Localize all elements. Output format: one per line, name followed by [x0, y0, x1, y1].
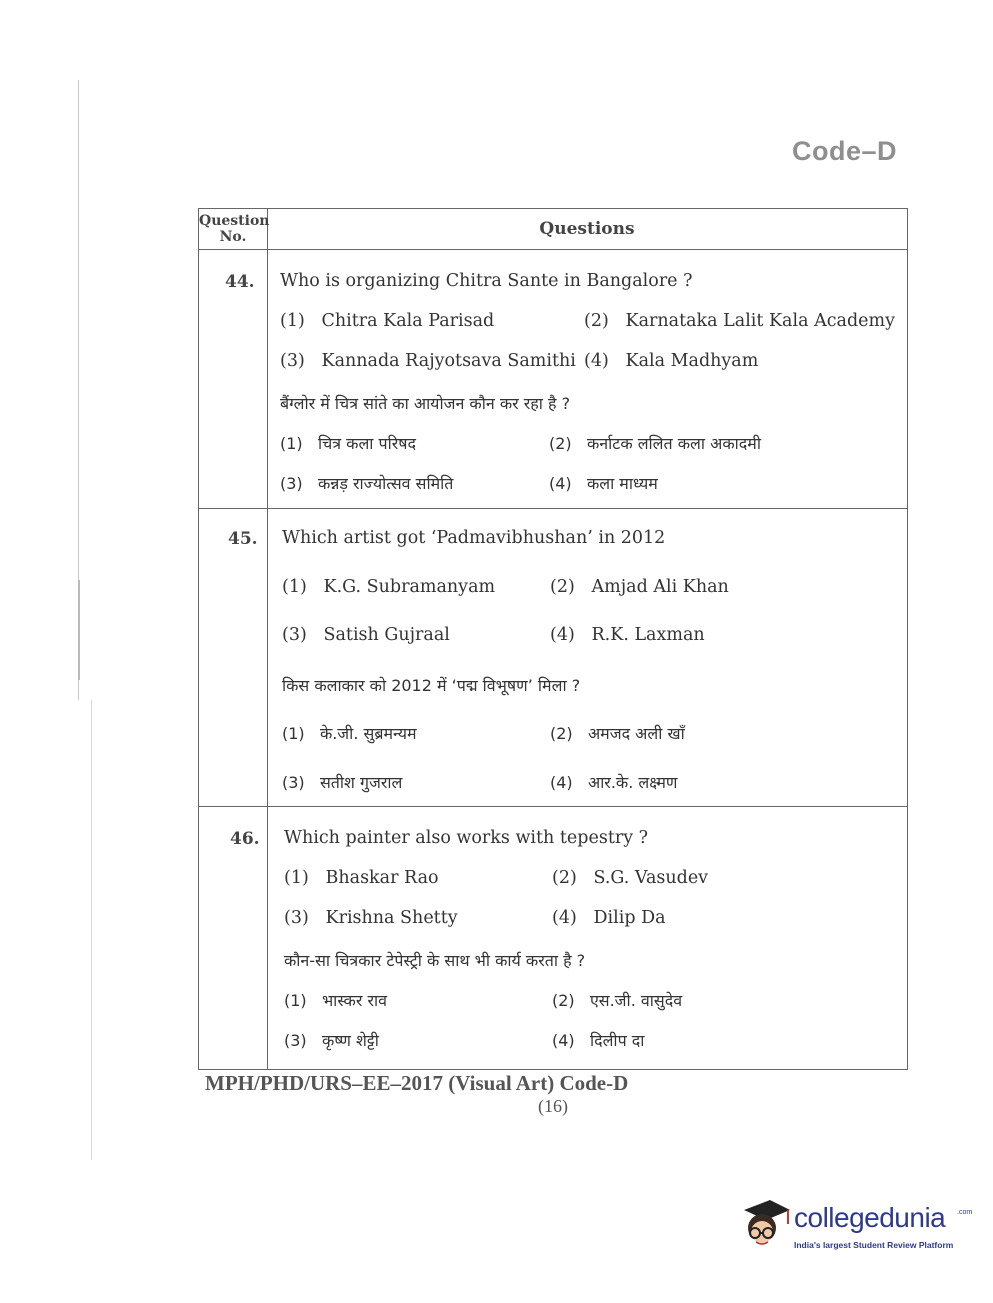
page-number: (16) — [538, 1096, 568, 1116]
row-divider — [199, 806, 907, 807]
brand-suffix: .com — [957, 1209, 973, 1216]
question-text-hi: किस कलाकार को 2012 में ‘पद्म विभूषण’ मिला ? — [282, 676, 581, 695]
option-hi: (2) अमजद अली खाँ — [550, 724, 685, 743]
option: (3) Kannada Rajyotsava Samithi — [280, 351, 576, 371]
row-divider — [199, 508, 907, 509]
question-text-hi: कौन-सा चित्रकार टेपेस्ट्री के साथ भी कार्य करता है ? — [284, 951, 586, 970]
column-divider — [267, 209, 268, 1069]
exam-code-footer: MPH/PHD/URS–EE–2017 (Visual Art) Code-D — [205, 1071, 629, 1095]
option-hi: (2) एस.जी. वासुदेव — [552, 991, 683, 1010]
option-hi: (1) भास्कर राव — [284, 991, 388, 1010]
option-hi: (3) कृष्ण शेट्टी — [284, 1031, 379, 1050]
brand-name: collegedunia — [794, 1202, 946, 1233]
option-hi: (4) कला माध्यम — [549, 474, 658, 493]
option-hi: (4) दिलीप दा — [552, 1031, 645, 1050]
question-number: 45. — [228, 529, 258, 549]
option: (1) Chitra Kala Parisad — [280, 311, 495, 331]
option: (4) R.K. Laxman — [550, 625, 705, 645]
scan-margin-line — [91, 700, 92, 1160]
option-hi: (3) सतीश गुजराल — [282, 773, 403, 792]
scan-margin-mark — [78, 580, 98, 680]
option: (3) Satish Gujraal — [282, 625, 450, 645]
question-text-hi: बैंग्लोर में चित्र सांते का आयोजन कौन कर रहा है ? — [280, 394, 571, 413]
option: (2) Amjad Ali Khan — [550, 577, 729, 597]
questions-header: Questions — [539, 219, 635, 239]
graduate-mascot-icon — [736, 1196, 792, 1258]
option: (2) S.G. Vasudev — [552, 868, 709, 888]
option: (1) Bhaskar Rao — [284, 868, 439, 888]
question-text-en: Which artist got ‘Padmavibhushan’ in 2012 — [282, 528, 666, 548]
option: (2) Karnataka Lalit Kala Academy — [584, 311, 895, 331]
question-no-header: Question No. — [199, 213, 270, 245]
option-hi: (1) चित्र कला परिषद — [280, 434, 417, 453]
header-divider — [199, 249, 907, 250]
question-text-en: Who is organizing Chitra Sante in Bangalore ? — [280, 271, 693, 291]
questions-table — [198, 208, 908, 1070]
collegedunia-watermark — [736, 1196, 973, 1256]
option-hi: (4) आर.के. लक्ष्मण — [550, 773, 678, 792]
page-code: Code–D — [792, 136, 898, 166]
option: (3) Krishna Shetty — [284, 908, 458, 928]
option-hi: (2) कर्नाटक ललित कला अकादमी — [549, 434, 761, 453]
option-hi: (3) कन्नड़ राज्योत्सव समिति — [280, 474, 454, 493]
option: (4) Dilip Da — [552, 908, 666, 928]
question-text-en: Which painter also works with tepestry ? — [284, 828, 649, 848]
option: (1) K.G. Subramanyam — [282, 577, 496, 597]
question-number: 44. — [225, 272, 255, 292]
question-number: 46. — [230, 829, 260, 849]
option-hi: (1) के.जी. सुब्रमन्यम — [282, 724, 417, 743]
brand-tagline: India's largest Student Review Platform — [794, 1240, 954, 1250]
option: (4) Kala Madhyam — [584, 351, 759, 371]
